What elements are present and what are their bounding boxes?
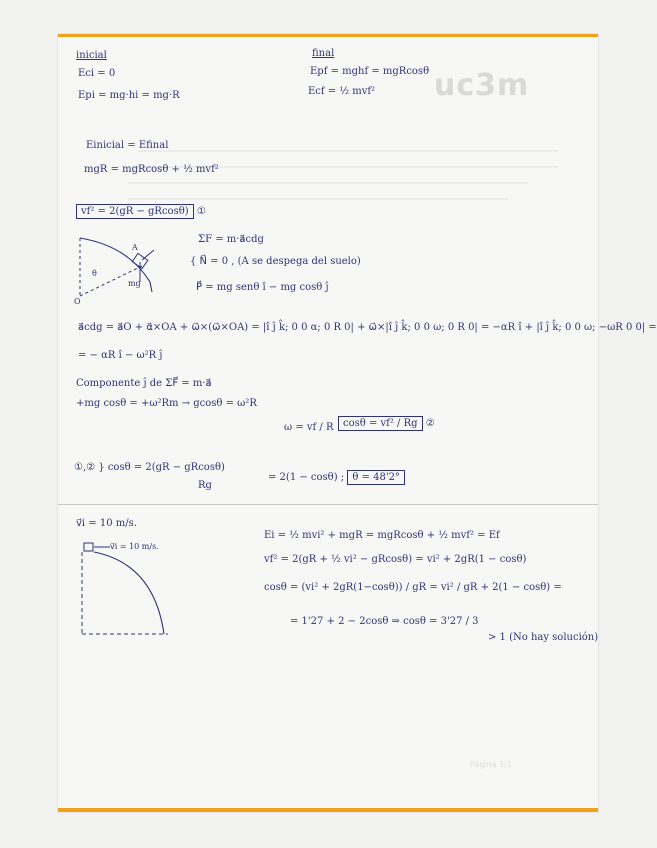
show-through-page-number: Página 1/1 [470, 760, 513, 769]
heading-final: final [312, 48, 335, 59]
eq-vf-2: vf² = 2(gR + ½ vi² − gRcosθ) = vi² + 2gR(1 − cosθ) [264, 554, 527, 565]
eq-energy-2: Ei = ½ mvi² + mgR = mgRcosθ + ½ mvf² = Ef [264, 530, 500, 541]
eq-potential-final: Epf = mghf = mgRcosθ [310, 66, 430, 77]
eq-combined: ①,② } cosθ = 2(gR − gRcosθ) [74, 462, 225, 473]
eq-vf-squared: vf² = 2(gR − gRcosθ) ① [76, 206, 206, 218]
label-theta: θ [92, 269, 97, 278]
block-on-top [84, 543, 93, 551]
eq-omega: ω = vf / R [284, 422, 334, 433]
eq-normal-zero: { N⃗ = 0 , (A se despega del suelo) [190, 256, 361, 267]
eq-combined-denominator: Rg [198, 480, 212, 491]
heading-initial: inicial [76, 50, 107, 61]
eq-vi: v⃗i = 10 m/s. [76, 518, 137, 529]
eq-acceleration: a⃗cdg = a⃗O + α⃗×OA + ω⃗×(ω⃗×OA) = |î ĵ k̂; 0 0 α; 0 R 0| + ω⃗×|î ĵ k̂; 0 0 ω; 0 R 0| = −αR î + |î ĵ k̂; 0 0 ω; −ωR 0 0| = [78, 322, 657, 333]
eq-kinetic-final: Ecf = ½ mvf² [308, 86, 376, 97]
show-through-logo: uc3m [434, 68, 530, 103]
eq-energy-conservation: Einicial = Efinal [86, 140, 169, 151]
label-A: A [132, 243, 138, 252]
eq-cos-theta: cosθ = vf² / Rg ② [338, 418, 435, 430]
eq-energy-expanded: mgR = mgRcosθ + ½ mvf² [84, 164, 219, 175]
eq-theta-result: = 2(1 − cosθ) ; θ = 48'2° [268, 472, 405, 484]
text-component-j: Componente ĵ de ΣF⃗ = m·a⃗ [76, 378, 212, 389]
eq-kinetic-initial: Eci = 0 [78, 68, 116, 79]
normal-arrow [142, 250, 154, 260]
label-vi-arrow: v⃗i = 10 m/s. [110, 542, 159, 551]
eq-cos-2-numeric: = 1'27 + 2 − 2cosθ ⇒ cosθ = 3'27 / 3 [290, 616, 479, 627]
eq-acceleration-result: = − αR î − ω²R ĵ [78, 350, 163, 361]
eq-newton: ΣF = m·a⃗cdg [198, 234, 264, 245]
notebook-page [58, 34, 657, 812]
label-mg: mg [128, 279, 141, 288]
sphere-arc-2 [94, 552, 164, 634]
section-divider [58, 504, 598, 505]
eq-cos-2: cosθ = (vi² + 2gR(1−cosθ)) / gR = vi² / gR + 2(1 − cosθ) = [264, 582, 562, 593]
eq-potential-initial: Epi = mg·hi = mg·R [78, 90, 180, 101]
eq-weight: P⃗ = mg senθ î − mg cosθ ĵ [196, 282, 329, 293]
label-origin: O [74, 297, 81, 306]
eq-component-j: +mg cosθ = +ω²Rm → gcosθ = ω²R [76, 398, 257, 409]
text-no-solution: > 1 (No hay solución) [488, 632, 599, 643]
sphere-arc [80, 238, 152, 292]
